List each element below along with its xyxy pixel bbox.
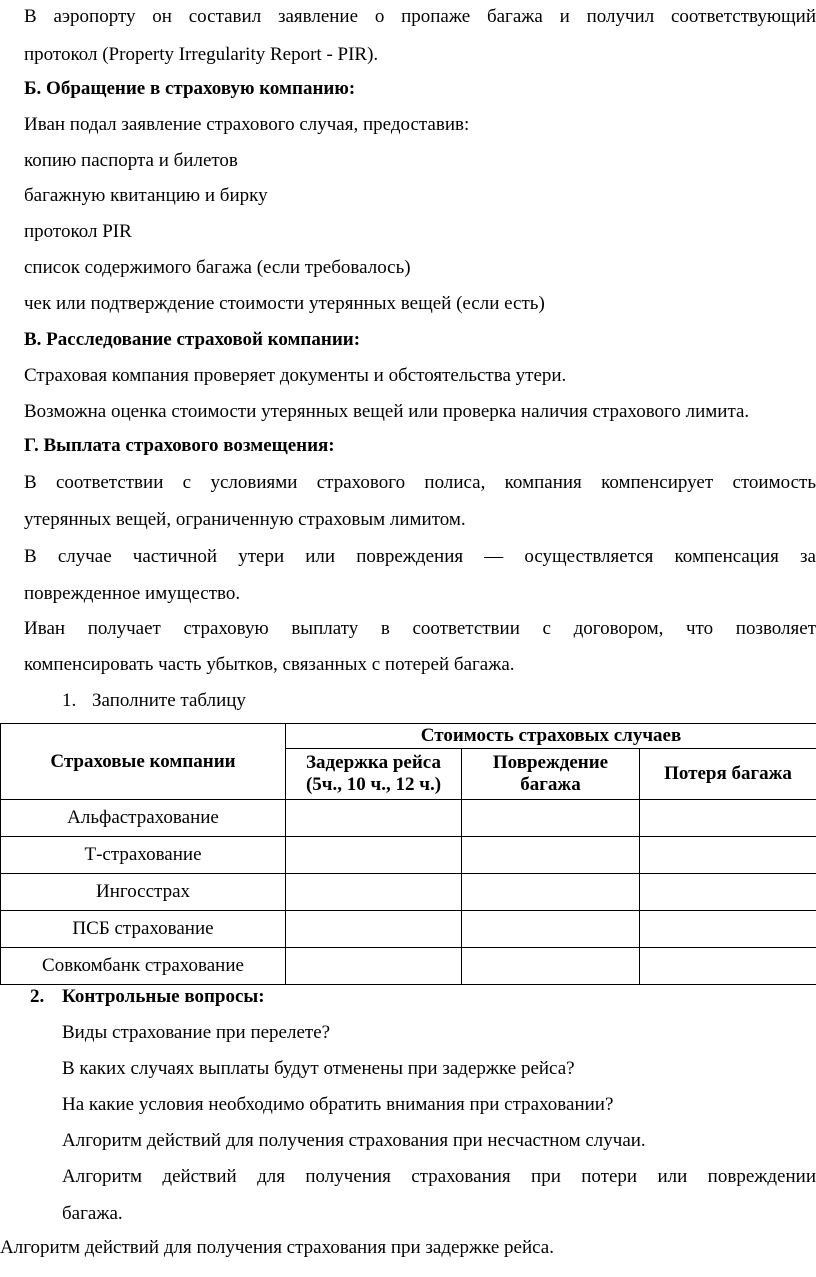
- paragraph-line: В случае частичной утери или повреждения — осуществляется компенсация за: [24, 546, 816, 567]
- table-row: [1, 911, 816, 948]
- list-item: чек или подтверждение стоимости утерянных вещей (если есть): [24, 293, 545, 314]
- table-row: [1, 800, 816, 837]
- table-cell-input[interactable]: [462, 837, 640, 874]
- paragraph-line: поврежденное имущество.: [24, 583, 241, 604]
- table-cell-input[interactable]: [462, 948, 640, 985]
- section-b-heading: Б. Обращение в страховую компанию:: [24, 78, 356, 99]
- task-2-number: 2.: [30, 986, 45, 1007]
- header-baggage-loss: Потеря багажа: [640, 749, 816, 800]
- company-name: ПСБ страхование: [1, 911, 286, 948]
- header-flight-delay: Задержка рейса (5ч., 10 ч., 12 ч.): [286, 749, 462, 800]
- paragraph-line: В аэропорту он составил заявление о пропаже багажа и получил соответствующий: [24, 6, 816, 27]
- table-cell-input[interactable]: [286, 837, 462, 874]
- task-1-number: 1.: [62, 690, 77, 711]
- table-row: [1, 874, 816, 911]
- table-cell-input[interactable]: [640, 911, 816, 948]
- paragraph-line: утерянных вещей, ограниченную страховым лимитом.: [24, 509, 466, 530]
- table-row: [1, 948, 816, 985]
- section-d-heading: Г. Выплата страхового возмещения:: [24, 435, 335, 456]
- table-cell-input[interactable]: [286, 911, 462, 948]
- question-item: На какие условия необходимо обратить внимания при страховании?: [62, 1094, 614, 1115]
- table-cell-input[interactable]: [640, 874, 816, 911]
- paragraph-line: Иван получает страховую выплату в соответствии с договором, что позволяет: [24, 618, 816, 639]
- company-name: Т-страхование: [1, 837, 286, 874]
- table-cell-input[interactable]: [286, 800, 462, 837]
- question-item: Алгоритм действий для получения страхования при задержке рейса.: [0, 1237, 554, 1258]
- question-item: Виды страхование при перелете?: [62, 1022, 331, 1043]
- company-name: Альфастрахование: [1, 800, 286, 837]
- table-cell-input[interactable]: [462, 911, 640, 948]
- paragraph-line: Страховая компания проверяет документы и обстоятельства утери.: [24, 365, 567, 386]
- table-cell-input[interactable]: [462, 874, 640, 911]
- question-item: В каких случаях выплаты будут отменены при задержке рейса?: [62, 1058, 575, 1079]
- paragraph-line: В соответствии с условиями страхового полиса, компания компенсирует стоимость: [24, 472, 816, 493]
- list-item: список содержимого багажа (если требовалось): [24, 257, 411, 278]
- header-companies: Страховые компании: [1, 724, 286, 800]
- header-group-costs: Стоимость страховых случаев: [286, 724, 816, 749]
- list-item: багажную квитанцию и бирку: [24, 185, 268, 206]
- insurance-table: [0, 723, 816, 985]
- table-cell-input[interactable]: [286, 948, 462, 985]
- company-name: Ингосстрах: [1, 874, 286, 911]
- paragraph-line: Возможна оценка стоимости утерянных вещей или проверка наличия страхового лимита.: [24, 401, 750, 422]
- paragraph-line: компенсировать часть убытков, связанных с потерей багажа.: [24, 654, 515, 675]
- table-row: [1, 837, 816, 874]
- table-cell-input[interactable]: [640, 948, 816, 985]
- question-item: Алгоритм действий для получения страхования при потери или повреждении: [62, 1166, 816, 1187]
- table-cell-input[interactable]: [462, 800, 640, 837]
- table-cell-input[interactable]: [640, 800, 816, 837]
- task-1-text: Заполните таблицу: [92, 690, 246, 711]
- list-item: копию паспорта и билетов: [24, 150, 238, 171]
- section-c-heading: В. Расследование страховой компании:: [24, 329, 361, 350]
- paragraph-line: Иван подал заявление страхового случая, предоставив:: [24, 114, 470, 135]
- paragraph-line: протокол (Property Irregularity Report - PIR).: [24, 44, 379, 65]
- company-name: Совкомбанк страхование: [1, 948, 286, 985]
- question-item-continued: багажа.: [62, 1203, 123, 1224]
- question-item: Алгоритм действий для получения страхования при несчастном случаи.: [62, 1130, 646, 1151]
- list-item: протокол PIR: [24, 221, 132, 242]
- header-baggage-damage: Повреждение багажа: [462, 749, 640, 800]
- task-2-title: Контрольные вопросы:: [62, 986, 265, 1007]
- table-cell-input[interactable]: [286, 874, 462, 911]
- table-cell-input[interactable]: [640, 837, 816, 874]
